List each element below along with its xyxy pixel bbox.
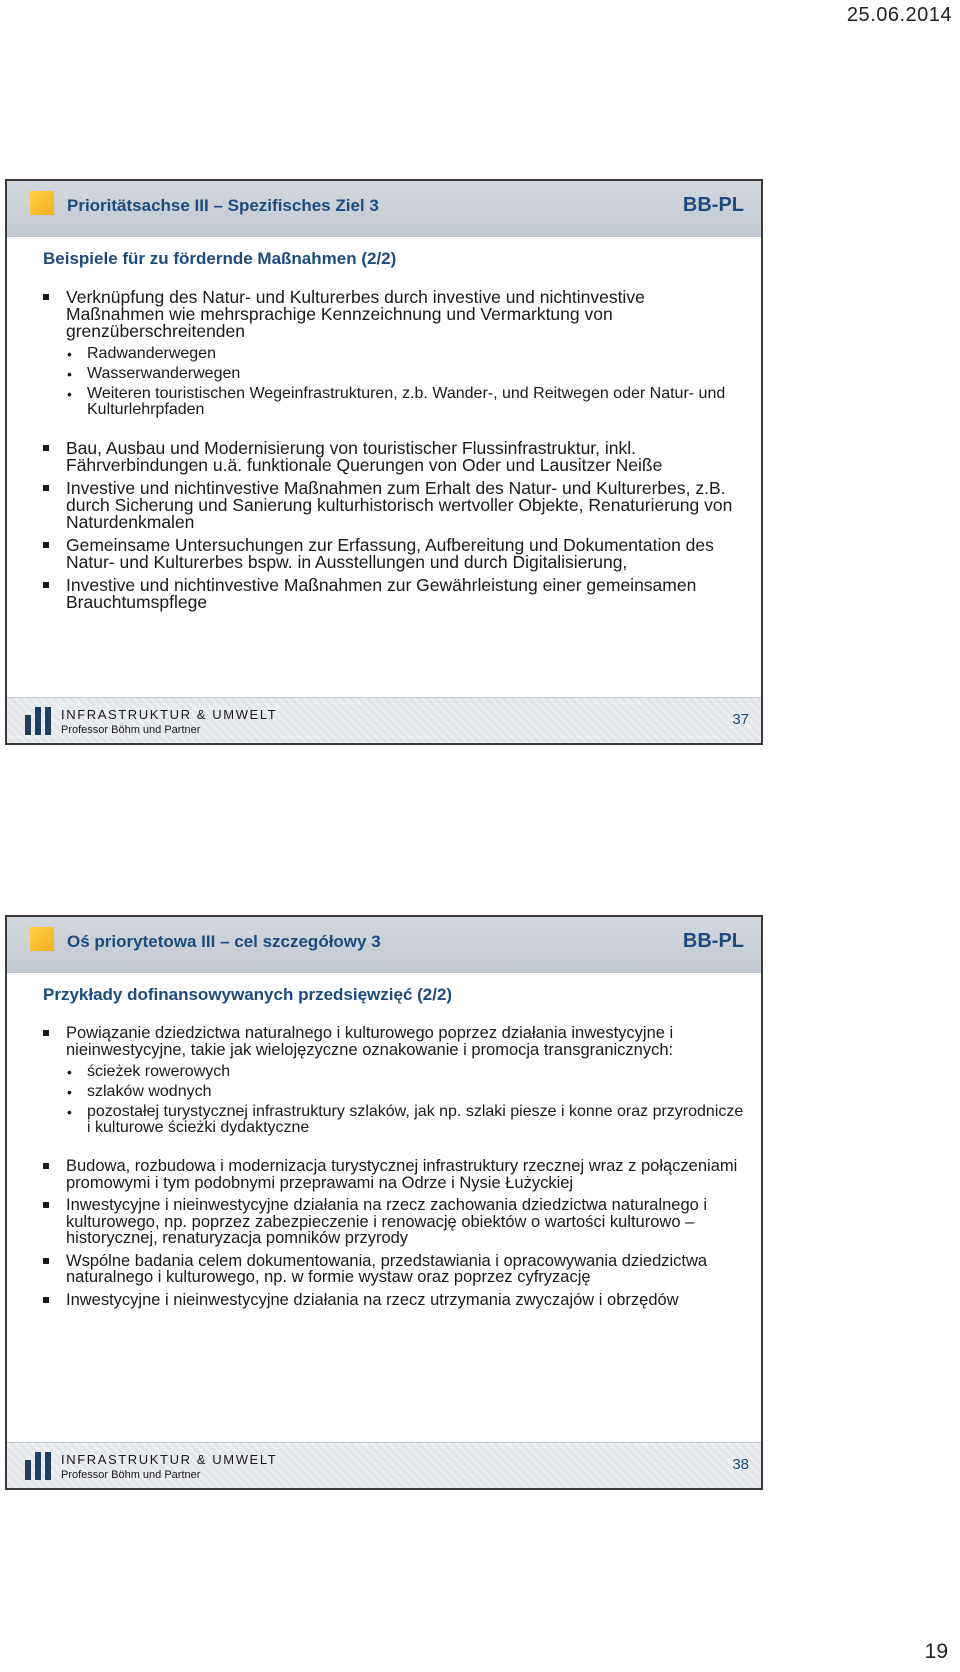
company-line-2: Professor Böhm und Partner [61,1469,201,1481]
list-item: Budowa, rozbudowa i modernizacja turystycznej infrastruktury rzecznej wraz z połączeniami promowymi i tym podobnymi przeprawami na Odrze i Nysie Łużyckiej [41,1158,747,1191]
page-date: 25.06.2014 [846,4,952,26]
yellow-square-icon [30,927,54,951]
company-logo-icon [25,707,53,735]
bullet-text: Verknüpfung des Natur- und Kulturerbes durch investive und nichtinvestive Maßnahmen wie mehrsprachige Kennzeichnung und Vermarktung von grenzüberschreitenden [66,287,645,341]
company-name [61,1452,277,1481]
slide-header [7,181,761,237]
list-item: Gemeinsame Untersuchungen zur Erfassung, Aufbereitung und Dokumentation des Natur- und Kulturerbes bspw. in Ausstellungen und durch Digitalisierung, [41,537,747,571]
slide-header [7,917,761,973]
sub-list-item: • Wasserwanderwegen [66,366,747,382]
slide-title: Oś priorytetowa III – cel szczegółowy 3 [67,932,381,951]
slide-number: 38 [732,1456,749,1473]
list-item [41,289,747,418]
program-label: BB-PL [682,930,744,952]
list-item: Inwestycyjne i nieinwestycyjne działania na rzecz zachowania dziedzictwa naturalnego i kulturowego, np. poprzez zabezpieczenie i renowację obiektów o wartości kulturowo – historycznej, renaturyzacja pomników przyrody [41,1197,747,1247]
sub-list-item: • ścieżek rowerowych [66,1064,747,1080]
page-number: 19 [924,1640,948,1663]
list-item: Bau, Ausbau und Modernisierung von touristischer Flussinfrastruktur, inkl. Fährverbindungen u.ä. funktionale Querungen von Oder und Lausitzer Neiße [41,440,747,474]
slide-37 [5,179,763,745]
list-item: Wspólne badania celem dokumentowania, przedstawiania i opracowywania dziedzictwa naturalnego i kulturowego, np. w formie wystaw oraz poprzez cyfryzację [41,1253,747,1286]
company-line-1: INFRASTRUKTUR & UMWELT [61,1452,278,1467]
company-line-2: Professor Böhm und Partner [61,724,201,736]
list-item: Investive und nichtinvestive Maßnahmen zum Erhalt des Natur- und Kulturerbes, z.B. durch Sicherung und Sanierung kulturhistorisch wertvoller Objekte, Renaturierung von Naturdenkmalen [41,480,747,531]
company-line-1: INFRASTRUKTUR & UMWELT [61,707,278,722]
slide-title: Prioritätsachse III – Spezifisches Ziel 3 [67,196,379,215]
list-item: Inwestycyjne i nieinwestycyjne działania na rzecz utrzymania zwyczajów i obrzędów [41,1292,747,1309]
sub-list-item: • Weiteren touristischen Wegeinfrastrukturen, z.b. Wander-, und Reitwegen oder Natur- und Kulturlehrpfaden [66,386,747,418]
sub-list-item: • pozostałej turystycznej infrastruktury szlaków, jak np. szlaki piesze i konne oraz przyrodnicze i kulturowe ścieżki dydaktyczne [66,1104,747,1136]
slide-content [7,237,761,611]
sub-list [66,346,747,418]
slide-subtitle: Przykłady dofinansowywanych przedsięwzięć (2/2) [43,985,453,1004]
list-item [41,1025,747,1136]
slide-content [7,973,761,1308]
list-item: Investive und nichtinvestive Maßnahmen zur Gewährleistung einer gemeinsamen Brauchtumspflege [41,577,747,611]
slide-number: 37 [732,711,749,728]
bullet-list [41,1025,747,1308]
slide-footer [7,697,761,743]
sub-list-item: • Radwanderwegen [66,346,747,362]
company-name [61,707,277,736]
bullet-text: Powiązanie dziedzictwa naturalnego i kulturowego poprzez działania inwestycyjne i nieinwestycyjne, takie jak wielojęzyczne oznakowanie i promocja transgranicznych: [66,1024,674,1059]
slide-38 [5,915,763,1490]
sub-list-item: • szlaków wodnych [66,1084,747,1100]
company-logo-icon [25,1452,53,1480]
slide-subtitle: Beispiele für zu fördernde Maßnahmen (2/2) [43,249,397,268]
bullet-list [41,289,747,611]
slide-footer [7,1442,761,1488]
program-label: BB-PL [682,194,744,216]
yellow-square-icon [30,191,54,215]
sub-list [66,1064,747,1136]
